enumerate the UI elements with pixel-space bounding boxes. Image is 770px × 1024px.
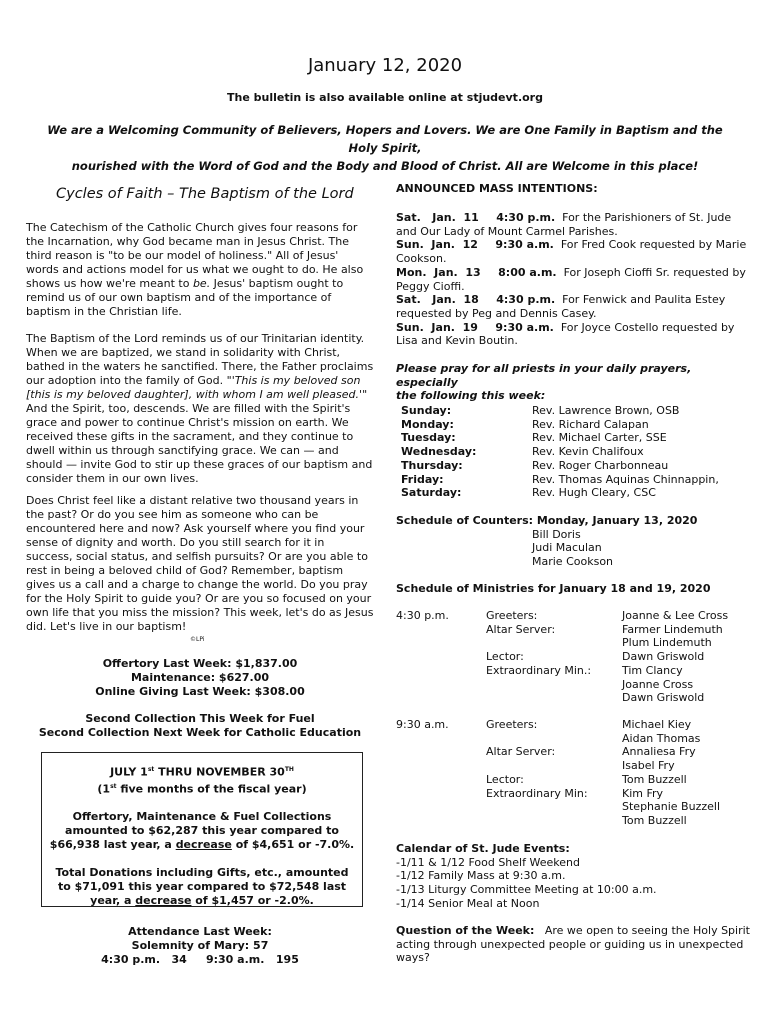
mass-intention-item	[396, 293, 751, 320]
counter-name: Bill Doris	[532, 527, 581, 541]
second-collection-next-week: Second Collection Next Week for Catholic Education	[38, 726, 362, 739]
mass-intention-text: For Fred Cook requested by Marie	[560, 238, 747, 252]
mass-day: Sun. Jan. 19	[396, 320, 478, 334]
mass-intention-text: For Fenwick and Paulita Estey	[562, 293, 726, 307]
ministry-name: Joanne & Lee Cross	[622, 609, 729, 622]
ministry-name: Joanne Cross	[622, 677, 694, 691]
priest-row	[401, 459, 719, 473]
maintenance-line: Maintenance: $627.00	[130, 671, 270, 684]
attendance-title: Attendance Last Week:	[128, 925, 272, 938]
ministry-row	[396, 678, 756, 692]
ministry-role: Lector:	[486, 650, 524, 664]
online-note: The bulletin is also available online at stjudevt.org	[227, 91, 543, 104]
ministry-role	[486, 678, 622, 692]
priest-name: Rev. Roger Charbonneau	[532, 458, 669, 472]
mass-intention-item	[396, 321, 751, 348]
online-giving-line: Online Giving Last Week: $308.00	[95, 685, 305, 698]
ministry-time	[396, 745, 486, 759]
counters-heading: Schedule of Counters: Monday, January 13, 2020	[396, 514, 698, 527]
ministry-time	[396, 800, 486, 814]
mass-time: 9:30 a.m.	[495, 238, 554, 252]
ministry-time	[396, 623, 486, 637]
article-credit: ©LPi	[190, 636, 205, 643]
mass-day: Mon. Jan. 13	[396, 265, 481, 279]
counter-names	[396, 528, 751, 569]
ministry-row	[396, 636, 756, 650]
calendar-item: -1/12 Family Mass at 9:30 a.m.	[396, 869, 566, 883]
ministry-row	[396, 732, 756, 746]
ministry-role	[486, 636, 622, 650]
ministry-row	[396, 650, 756, 664]
priest-name: Rev. Lawrence Brown, OSB	[532, 404, 680, 417]
ministry-row	[396, 745, 756, 759]
priest-row	[401, 445, 719, 459]
mass-day: Sat. Jan. 11	[396, 211, 479, 224]
article-title: Cycles of Faith – The Baptism of the Lord	[56, 186, 354, 202]
offertory-summary	[26, 657, 374, 699]
mass-intentions-heading: ANNOUNCED MASS INTENTIONS:	[396, 182, 598, 195]
priest-row	[401, 473, 719, 487]
welcome-statement	[40, 121, 730, 175]
ministry-role: Greeters:	[486, 718, 538, 731]
calendar-heading: Calendar of St. Jude Events:	[396, 842, 570, 855]
mass-intention-continuation: requested by Peg and Dennis Casey.	[396, 306, 597, 320]
ministry-name: Isabel Fry	[622, 759, 675, 773]
priest-name: Rev. Hugh Cleary, CSC	[532, 486, 656, 500]
priest-list	[401, 404, 719, 500]
ministry-time	[396, 691, 486, 705]
calendar-item: -1/13 Liturgy Committee Meeting at 10:00 a.m.	[396, 883, 657, 897]
ministry-time	[396, 814, 486, 828]
ministry-name: Tim Clancy	[622, 663, 683, 677]
mass-intention-item	[396, 211, 751, 238]
ministries-heading: Schedule of Ministries for January 18 and 19, 2020	[396, 582, 711, 595]
ministry-row	[396, 664, 756, 678]
mass-day: Sat. Jan. 18	[396, 293, 479, 307]
events-calendar	[396, 842, 751, 911]
priest-day: Monday:	[401, 417, 454, 431]
ministry-role: Extraordinary Min:	[486, 786, 588, 800]
priest-row	[401, 486, 719, 500]
ministry-time	[396, 759, 486, 773]
ministry-name: Michael Kiey	[622, 718, 692, 731]
ministry-name: Farmer Lindemuth	[622, 622, 723, 636]
ministry-time	[396, 678, 486, 692]
mass-day: Sun. Jan. 12	[396, 238, 478, 252]
offertory-line: Offertory Last Week: $1,837.00	[102, 657, 298, 670]
ministry-role: Greeters:	[486, 609, 538, 622]
ministry-name: Stephanie Buzzell	[622, 800, 720, 814]
ministry-row	[396, 773, 756, 787]
ministry-name: Annaliesa Fry	[622, 745, 696, 759]
priest-day: Friday:	[401, 472, 444, 486]
priest-day: Sunday:	[401, 404, 452, 417]
ministry-name: Aidan Thomas	[622, 731, 701, 745]
ministry-name: Dawn Griswold	[622, 650, 705, 664]
ministry-row	[396, 718, 756, 732]
mass-time: 9:30 a.m.	[495, 320, 554, 334]
ministry-time	[396, 732, 486, 746]
ministry-row	[396, 609, 756, 623]
mass-time: 8:00 a.m.	[498, 265, 557, 279]
article-paragraph-2: The Baptism of the Lord reminds us of our Trinitarian identity. When we are baptized, we stand in solidarity with Christ, bathed in the waters he sanctified. There, the Father proclaims our adoption into the family of God. "'This is my beloved son [this is my beloved daughter], with whom I am well pleased.'" And the Spirit, too, descends. We are filled with the Spirit's grace and power to continue Christ's mission on earth. We received these gifts in the sacrament, and they continue to dwell within us through sanctifying grace. We can — and should — invite God to stir up these graces of our baptism and consider them in our own lives.	[26, 332, 374, 485]
mass-intention-continuation: Peggy Cioffi.	[396, 279, 465, 293]
fiscal-total-donations: Total Donations including Gifts, etc., amounted to $71,091 this year compared to $72,548 last year, a decrease of $1,457 or -2.0%.	[55, 866, 349, 908]
question-label: Question of the Week:	[396, 924, 535, 937]
mass-intention-item	[396, 266, 751, 293]
ministry-role: Altar Server:	[486, 622, 556, 636]
ministry-row	[396, 814, 756, 828]
ministry-time	[396, 636, 486, 650]
fiscal-period: JULY 1st THRU NOVEMBER 30TH (1st five months of the fiscal year)	[97, 765, 307, 796]
ministry-time	[396, 787, 486, 801]
ministry-role	[486, 691, 622, 705]
mass-intention-continuation: Cookson.	[396, 252, 447, 266]
ministry-role: Extraordinary Min.:	[486, 663, 592, 677]
ministries-sunday-table	[396, 718, 756, 828]
ministry-role	[486, 759, 622, 773]
mass-intention-continuation: Lisa and Kevin Boutin.	[396, 334, 518, 348]
mass-intention-item	[396, 238, 751, 265]
question-text: Are we open to seeing the Holy Spirit acting through unexpected people or guiding us in unexpected ways?	[396, 924, 754, 965]
ministry-row	[396, 623, 756, 637]
second-collections	[26, 712, 374, 740]
prayer-heading: Please pray for all priests in your daily prayers, especially the following this week:	[396, 362, 692, 403]
second-collection-this-week: Second Collection This Week for Fuel	[85, 712, 315, 725]
priest-name: Rev. Richard Calapan	[532, 417, 649, 431]
fiscal-collections: Offertory, Maintenance & Fuel Collections amounted to $62,287 this year compared to $66,938 last year, a decrease of $4,651 or -7.0%.	[49, 810, 355, 852]
priest-name: Rev. Thomas Aquinas Chinnappin,	[532, 472, 719, 486]
ministry-time: 4:30 p.m.	[396, 609, 449, 622]
ministry-role	[486, 800, 622, 814]
ministry-time: 9:30 a.m.	[396, 718, 449, 731]
ministry-row	[396, 787, 756, 801]
mass-intention-text: For the Parishioners of St. Jude	[562, 211, 732, 224]
attendance-summary	[26, 925, 374, 967]
ministry-time	[396, 650, 486, 664]
priest-day: Wednesday:	[401, 445, 477, 459]
priest-row	[401, 418, 719, 432]
mass-time: 4:30 p.m.	[496, 293, 556, 307]
ministry-name: Tom Buzzell	[622, 813, 687, 827]
priest-day: Saturday:	[401, 486, 462, 500]
priest-name: Rev. Kevin Chalifoux	[532, 445, 644, 459]
attendance-masses: 4:30 p.m. 34 9:30 a.m. 195	[101, 953, 299, 966]
ministry-time	[396, 773, 486, 787]
mass-intention-continuation: and Our Lady of Mount Carmel Parishes.	[396, 224, 618, 238]
mass-intentions-list	[396, 211, 751, 348]
ministry-role: Altar Server:	[486, 745, 556, 759]
priest-row	[401, 404, 719, 418]
fiscal-summary-box	[41, 752, 363, 907]
ministry-name: Plum Lindemuth	[622, 636, 712, 650]
welcome-line-2: nourished with the Word of God and the Body and Blood of Christ. All are Welcome in this place!	[71, 159, 699, 173]
attendance-solemnity: Solemnity of Mary: 57	[131, 939, 269, 952]
priest-day: Tuesday:	[401, 431, 456, 445]
ministry-role	[486, 814, 622, 828]
mass-intention-text: For Joyce Costello requested by	[560, 320, 735, 334]
counter-name: Marie Cookson	[532, 555, 614, 569]
ministry-row	[396, 800, 756, 814]
ministry-role: Lector:	[486, 772, 524, 786]
bulletin-date: January 12, 2020	[307, 55, 463, 76]
calendar-items	[396, 856, 751, 911]
priest-row	[401, 431, 719, 445]
article-paragraph-1: The Catechism of the Catholic Church gives four reasons for the Incarnation, why God became man in Jesus Christ. The third reason is "to be our model of holiness." All of Jesus' words and actions model for us what we ought to do. He also shows us how we're meant to be. Jesus' baptism ought to remind us of our own baptism and of the importance of baptism in the Christian life.	[26, 221, 364, 318]
calendar-item: -1/14 Senior Meal at Noon	[396, 896, 540, 910]
ministry-name: Kim Fry	[622, 786, 664, 800]
ministries-saturday-table	[396, 609, 756, 705]
ministry-row	[396, 759, 756, 773]
ministry-role	[486, 732, 622, 746]
question-of-week	[396, 924, 754, 965]
mass-intention-text: For Joseph Cioffi Sr. requested by	[563, 265, 746, 279]
welcome-line-1: We are a Welcoming Community of Believers, Hopers and Lovers. We are One Family in Baptism and the Holy Spirit,	[47, 123, 723, 155]
article-paragraph-3: Does Christ feel like a distant relative two thousand years in the past? Or do you see him as someone who can be encountered here and now? Ask yourself where you find your sense of dignity and worth. Do you still search for it in success, social status, and selfish pursuits? Or are you able to rest in being a beloved child of God? Remember, baptism gives us a call and a charge to change the world. Do you pray for the Holy Spirit to guide you? Or are you so focused on your own life that you miss the mission? This week, let's do as Jesus did. Let's live in our baptism!	[26, 494, 374, 633]
ministry-row	[396, 691, 756, 705]
ministry-time	[396, 664, 486, 678]
calendar-item: -1/11 & 1/12 Food Shelf Weekend	[396, 855, 580, 869]
counter-name: Judi Maculan	[532, 541, 602, 555]
counters-schedule	[396, 514, 751, 569]
priest-name: Rev. Michael Carter, SSE	[532, 431, 667, 445]
mass-time: 4:30 p.m.	[496, 211, 556, 224]
ministry-name: Tom Buzzell	[622, 772, 687, 786]
ministry-name: Dawn Griswold	[622, 691, 705, 705]
priest-day: Thursday:	[401, 458, 463, 472]
